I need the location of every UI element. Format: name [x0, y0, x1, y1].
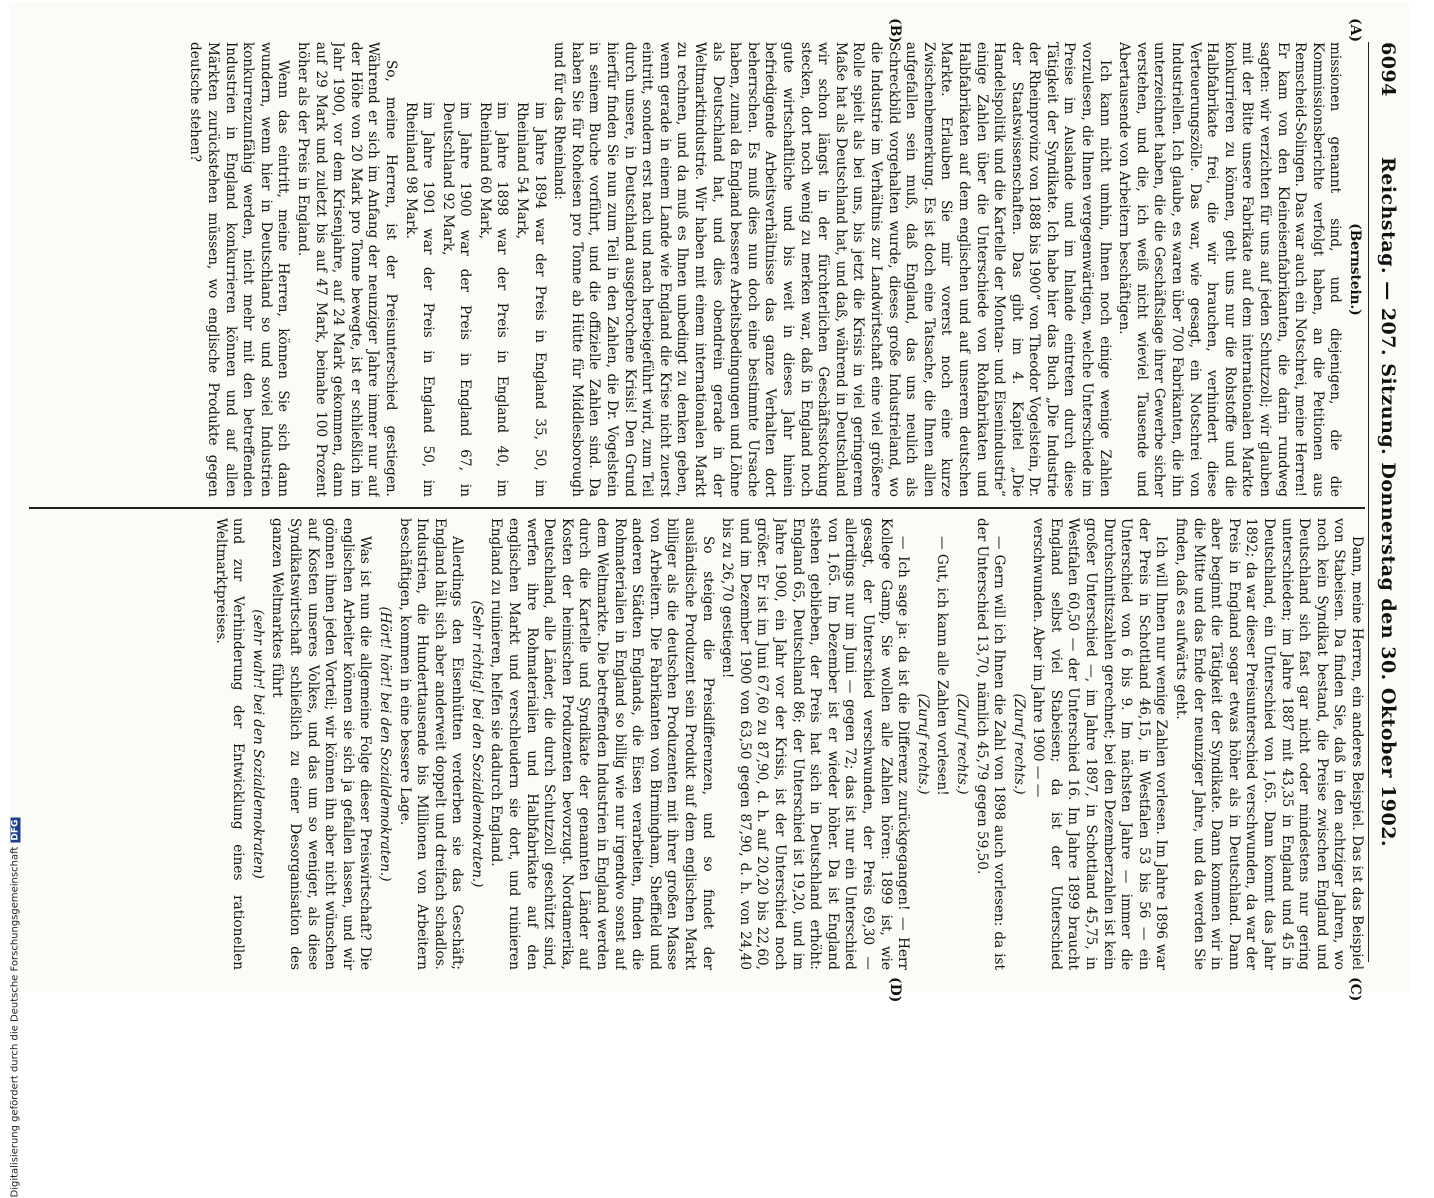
credit-text: Digitalisierung gefördert durch die Deutsche Forschungsgemeinschaft [9, 846, 21, 1198]
interjection: (Sehr richtig! bei den Sozialdemokraten.) [468, 600, 485, 888]
rotated-scanned-page [9, 2, 1409, 1003]
page-number: 6094 [1377, 42, 1399, 97]
paragraph: Allerdings den Eisenhütten verderben sie das Geschäft; England hält sich aber anderweit doppelt und dreifach schadlos. Industrien, die Hunderttausende bis Millionen von Arbeitern beschäftigen, kommen in eine bessere Lage. [396, 518, 466, 970]
speaker-name: (Bernstein.) [1347, 223, 1363, 316]
interjection: (Zuruf rechts.) [914, 693, 931, 795]
interjection: (sehr wahr! bei den Sozialdemokraten) [249, 609, 266, 879]
paragraph: So steigen die Preisdifferenzen, und so findet der ausländische Produzent sein Produkt auf dem englischen Markt billiger als die deutschen Produzenten mit ihrer großen Masse von Arbeitern. Die Fabrikanten von Birmingham, Sheffield und anderen Städten Englands, die Eisen verarbeiten, finden die Rohmaterialien in England so billig wie nur irgendwo sonst auf dem Weltmarkte. Die betreffenden Industrien in England werden durch die Kartelle und Syndikate der genannten Länder auf Kosten der heimischen Produzenten bevorzugt. Nordamerika, Deutschland, alle Länder, die durch Schutzzoll geschützt sind, werfen ihre Rohmaterialien und Halbfabrikate auf den englischen Markt und verschleudern sie dort, und ruinieren England zu ruinieren, helfen sie dadurch England. [488, 518, 716, 970]
margin-mark-c: (C) [1347, 977, 1363, 1002]
interjection: (Zuruf rechts.) [1010, 693, 1027, 795]
right-column [25, 518, 1365, 970]
price-line: im Jahre 1901 war der Preis in England 50, im Rheinland 98 Mark. [402, 102, 437, 497]
paragraph: — Gut, ich kann alle Zahlen vorlesen! [934, 536, 951, 796]
margin-mark-a: (A) [1347, 18, 1363, 43]
paragraph: Was ist nun die allgemeine Folge dieser Preiswirtschaft? Die englischen Arbeiter können sie sich ja gefallen lassen, und wir gönnen ihnen jeden Vorteil; wir können ihn aber nicht wünschen auf Kosten unseres Volkes, und das um so weniger, als diese Syndikatswirtschaft schließlich zu einer Desorganisation des ganzen Weltmarktes führt [269, 518, 374, 970]
paragraph: und zur Verhinderung der Entwicklung eines rationellen Weltmarktpreises. [212, 518, 247, 970]
page-title: Reichstag. — 207. Sitzung. Donnerstag den 30. Oktober 1902. [1377, 156, 1399, 848]
margin-mark-b: (B) [887, 18, 903, 44]
price-line: im Jahre 1898 war der Preis in England 40, im Rheinland 60 Mark, [476, 102, 511, 497]
page-header [1368, 42, 1403, 962]
column-divider [29, 507, 1365, 509]
interjection: (Zuruf rechts.) [953, 693, 970, 795]
paragraph: Dann, meine Herren, ein anderes Beispiel. Das ist das Beispiel von Stabeisen. Da finden Sie, daß in den achtziger Jahren, wo noch kein Syndikat bestand, die Preise zwischen England und Deutschland sich fast gar nicht oder mindestens nur gering unterschieden; im Jahre 1887 mit 43,35 in England und 45 in Deutschland, ein Unterschied von 1,65. Dann kommt das Jahr 1892; da war dieser Preisunterschied verschwunden, da war der Preis in England sogar etwas höher als in Deutschland. Dann aber beginnt die Tätigkeit der Syndikate. Dann kommen wir in die Mitte und das Ende der neunziger Jahre, und da werden Sie finden, daß es aufwärts geht. [1173, 518, 1365, 970]
paragraph: missionen genannt sind, und diejenigen, die die Kommissionsberichte verfolgt haben, an die Petitionen aus Remscheid-Solingen. Das war auch ein Notschrei, meine Herren! Er kam von den Kleineisenfabrikanten, die darin rundweg sagten: wir verzichten für uns auf jeden Schutzzoll; wir glauben mit der Bitte unsere Fabrikate auf dem internationalen Markte konkurrieren zu können, geht uns nur die Rohstoffe und die Halbfabrikate frei, die wir brauchen, verhindert diese Verteuerungszölle. Das war, wie gesagt, ein Notschrei von Industriellen. Ich glaube, es waren über 700 Fabrikanten, die ihn unterzeichnet haben, die die Geschäftslage ihrer Gewerbe sicher verstehen, und die, ich weiß nicht wieviel Tausende und Abertausende von Arbeitern beschäftigen. [1116, 42, 1344, 497]
price-line: im Jahre 1900 war der Preis in England 67, in Deutschland 92 Mark, [439, 102, 474, 497]
left-column [25, 42, 1365, 497]
digitization-credit [10, 398, 21, 1198]
paragraph: — Gern will ich Ihnen die Zahl von 1898 auch vorlesen: da ist der Unterschied 13,70, nämlich 45,79 gegen 59,50. [973, 518, 1008, 970]
margin-mark-d: (D) [887, 977, 903, 1003]
paragraph: Wenn das eintritt, meine Herren, können Sie sich dann wundern, wenn hier in Deutschland so und soviel Industrien konkurrenzunfähig werden, nicht mehr mit den betreffenden Industrien in England konkurrieren können und auf allen Märkten zurückstehen müssen, wo englische Produkte gegen deutsche stehen? [187, 42, 292, 497]
interjection: (Hört! hört! bei den Sozialdemokraten.) [376, 606, 393, 882]
paragraph: Ich kann nicht umhin, Ihnen noch einige wenige Zahlen vorzulesen, die Ihnen vergegenwärtigen, welche Unterschiede im Preise im Auslande und im Inlande eintreten durch diese Tätigkeit der Syndikate. Ich habe hier das Buch „Die Industrie der Rheinprovinz von 1888 bis 1900“ von Theodor Vogelstein, Dr. der Staatswissenschaften. Das gibt im 4. Kapitel „Die Handelspolitik und die Kartelle der Montan- und Eisenindustrie“ einige Zahlen über die Unterschiede von Rohfabrikaten und Halbfabrikaten auf dem englischen und auf unserem deutschen Markte. Erlauben Sie mir vorerst noch eine kurze Zwischenbemerkung. Es ist doch eine Tatsache, die Ihnen allen aufgefallen sein muß, daß England, das uns neulich als Schreckbild vorgehalten wurde, dieses große Industrieland, wo die Industrie im Verhältnis zur Landwirtschaft eine viel größere Rolle spielt als bei uns, bis jetzt die Krisis in viel geringerem Maße hat als Deutschland hat, und daß, während in Deutschland wir schon längst in der fürchterlichen Geschäftsstockung stecken, dort noch wenig zu merken war, daß in England noch gute wirtschaftliche und bis weit in dieses Jahr hinein befriedigende Arbeitsverhältnisse das ganze Verhalten dort beherrschen. Es muß dies nun doch eine bestimmte Ursache haben, zumal da England bessere Arbeitsbedingungen und Löhne als Deutschland hat, und dies obendrein gerade in der Weltmarktindustrie. Wir haben mit einem internationalen Markt zu rechnen, und da muß es Ihnen unbedingt zu denken geben, wenn gerade in einem Lande wie England die Krise nicht zuerst eintritt, sondern erst nach und nach herbeigeführt wird, zum Teil durch unsere, in Deutschland ausgebrochene Krisis! Den Grund hierfür finden Sie nun zum Teil in den Zahlen, die Dr. Vogelstein in seinem Buche vorführt, und die offizielle Zahlen sind. Da haben Sie für Roheisen pro Tonne ab Hütte für Middlesborough und für das Rheinland: [551, 42, 1113, 497]
paragraph: So, meine Herren, ist der Preisunterschied gestiegen. Während er sich im Anfang der neunziger Jahre immer nur auf der Höhe von 20 Mark pro Tonne bewegte, ist er schließlich im Jahr 1900, vor dem Krisenjahre, auf 24 Mark gekommen, dann auf 29 Mark und zuletzt bis auf 47 Mark, beinahe 100 Prozent höher als der Preis in England. [294, 42, 399, 497]
dfg-logo: DFG [10, 819, 21, 841]
price-line: im Jahre 1894 war der Preis in England 35, 50, im Rheinland 54 Mark, [514, 102, 548, 497]
paragraph: Ich will Ihnen nur wenige Zahlen vorlesen. Im Jahre 1896 war der Preis in Schottland 46,15, in Westfalen 53 bis 56 — ein Unterschied von 6 bis 9. Im nächsten Jahre — immer die Durchschnittszahlen gerechnet; bei den Dezemberzahlen ist kein großer Unterschied —, im Jahre 1897, in Schottland 45,75, in Westfalen 60,50 — der Unterschied 16. Im Jahre 1899 braucht England selbst viel Stabeisen; da ist der Unterschied verschwunden. Aber im Jahre 1900 — — [1030, 518, 1170, 970]
paragraph: — Ich sage ja: da ist die Differenz zurückgegangen! — Herr Kollege Gamp, Sie wollen alle Zahlen hören: 1899 ist, wie gesagt, der Unterschied verschwunden, der Preis 69,30 — allerdings nur im Juni — gegen 72; das ist nur ein Unterschied von 1,65. Im Dezember ist er wieder höher. Da ist England stehen geblieben, der Preis hat sich in Deutschland erhöht: England 65, Deutschland 86; der Unterschied ist 19,20, und im Jahre 1900, ein Jahr vor der Krisis, ist der Unterschied noch größer. Er ist im Juni 67,60 zu 87,90, d. h. auf 20,20 bis 22,60, und im Dezember 1900 von 63,50 gegen 87,90, d. h. von 24,40 bis zu 26,70 gestiegen! [719, 518, 912, 970]
